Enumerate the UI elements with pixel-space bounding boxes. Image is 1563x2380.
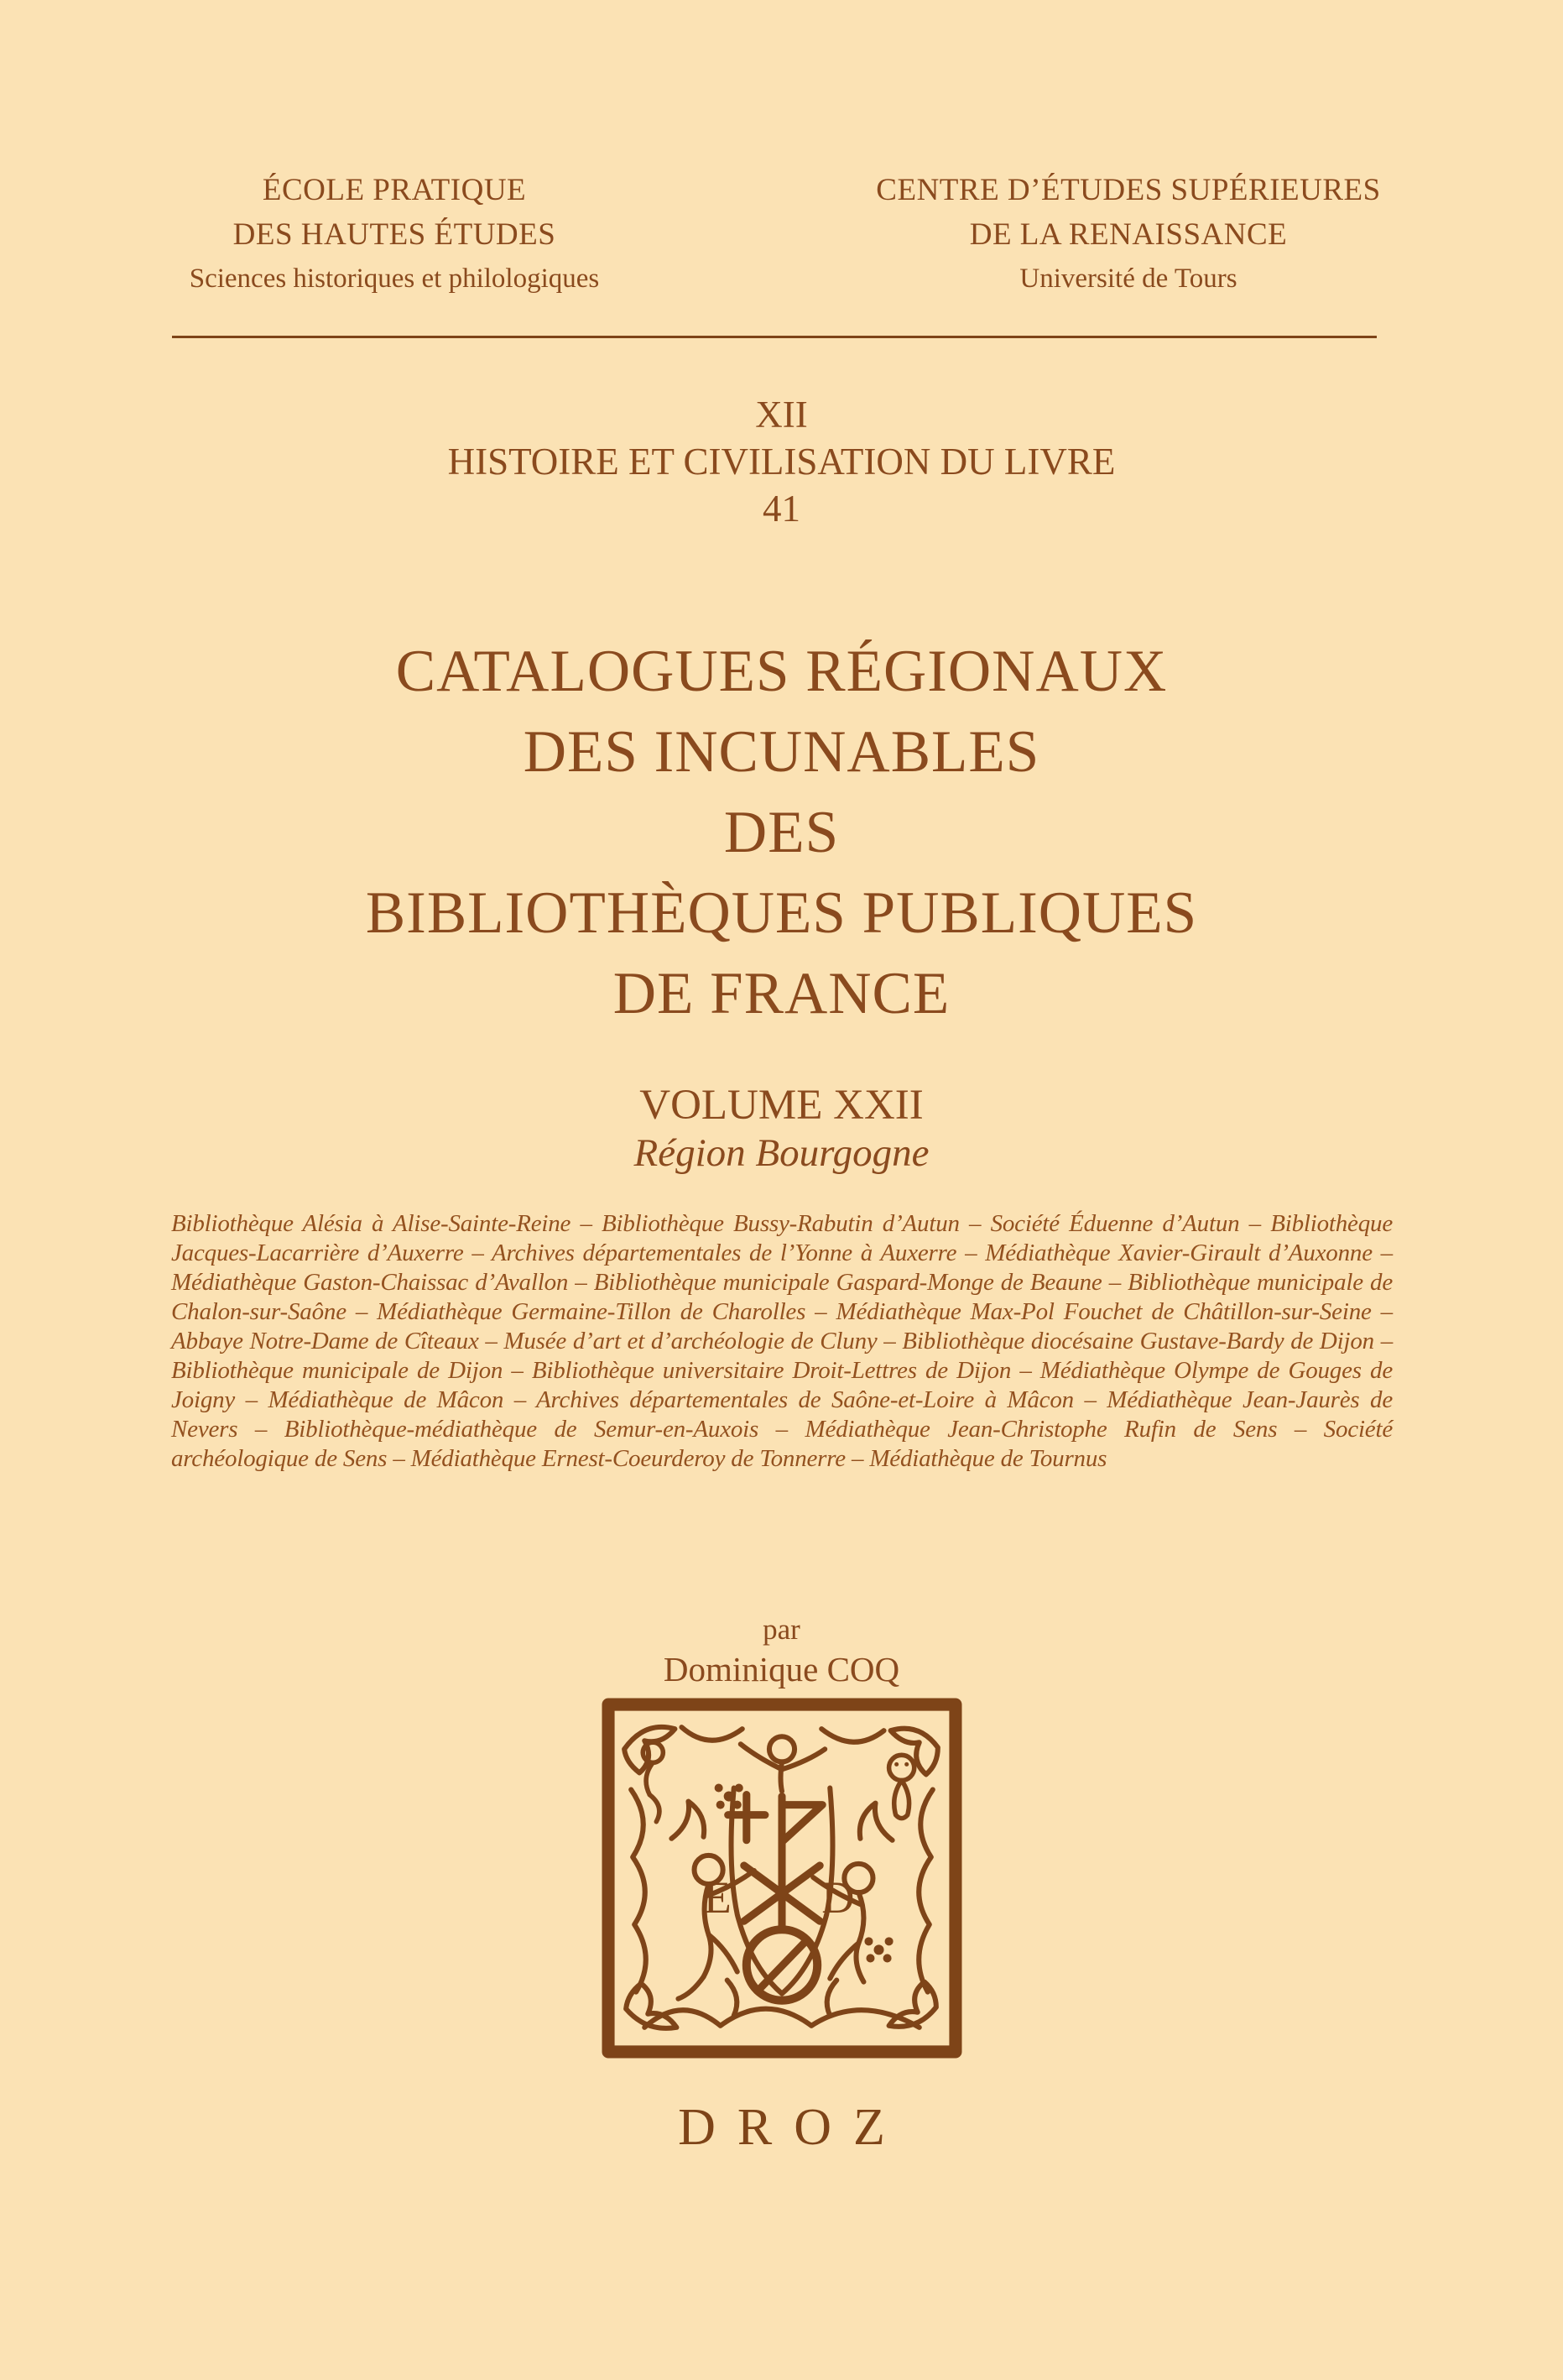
device-merchants-mark bbox=[727, 1795, 822, 2001]
book-title-line-1: CATALOGUES RÉGIONAUX bbox=[395, 639, 1168, 704]
book-title-line-4: BIBLIOTHÈQUES PUBLIQUES bbox=[365, 880, 1198, 946]
header-right-line1: CENTRE D’ÉTUDES SUPÉRIEURES bbox=[876, 173, 1381, 207]
printers-mark-container bbox=[0, 1697, 1563, 2064]
book-title bbox=[0, 631, 1563, 1034]
volume-block bbox=[0, 1081, 1563, 1177]
libraries-paragraph: Bibliothèque Alésia à Alise-Sainte-Reine – Bibliothèque Bussy-Rabutin d’Autun – Société Éduenne d’Autun – Bibliothèque Jacques-Lacarrière d’Auxerre – Archives départementales de l’Yonne à Auxerre – Médiathèque Xavier-Girault d’Auxonne – Médiathèque Gaston-Chaissac d’Avallon – Bibliothèque municipale Gaspard-Monge de Beaune – Bibliothèque municipale de Chalon-sur-Saône – Médiathèque Germaine-Tillon de Charolles – Médiathèque Max-Pol Fouchet de Châtillon-sur-Seine – Abbaye Notre-Dame de Cîteaux – Musée d’art et d’archéologie de Cluny – Bibliothèque diocésaine Gustave-Bardy de Dijon – Bibliothèque municipale de Dijon – Bibliothèque universitaire Droit-Lettres de Dijon – Médiathèque Olympe de Gouges de Joigny – Médiathèque de Mâcon – Archives départementales de Saône-et-Loire à Mâcon – Médiathèque Jean-Jaurès de Nevers – Bibliothèque-médiathèque de Semur-en-Auxois – Médiathèque Jean-Christophe Rufin de Sens – Société archéologique de Sens – Médiathèque Ernest-Coeurderoy de Tonnerre – Médiathèque de Tournus bbox=[171, 1210, 1393, 1472]
header-left-block bbox=[155, 168, 633, 300]
book-title-line-5: DE FRANCE bbox=[612, 961, 951, 1026]
monogram-letter-d: D bbox=[821, 1872, 854, 1923]
cherub-top bbox=[740, 1736, 824, 1791]
header-left-line2: DES HAUTES ÉTUDES bbox=[232, 217, 556, 252]
owl-icon bbox=[888, 1755, 914, 1818]
byline-preposition: par bbox=[763, 1613, 800, 1646]
horizontal-rule bbox=[172, 336, 1377, 338]
series-roman-numeral: XII bbox=[755, 394, 808, 436]
book-title-line-2: DES INCUNABLES bbox=[523, 719, 1040, 785]
printers-mark-device-icon bbox=[601, 1697, 963, 2059]
series-number: 41 bbox=[763, 488, 800, 530]
header-right-line3: Université de Tours bbox=[1019, 264, 1237, 294]
header-right-line2: DE LA RENAISSANCE bbox=[969, 217, 1288, 252]
publisher-name: DROZ bbox=[678, 2099, 907, 2156]
header-left-line1: ÉCOLE PRATIQUE bbox=[262, 173, 527, 207]
author-name: Dominique COQ bbox=[663, 1650, 900, 1688]
header-right-block bbox=[868, 168, 1388, 300]
monogram-letter-e: E bbox=[703, 1872, 732, 1923]
series-name: HISTOIRE ET CIVILISATION DU LIVRE bbox=[447, 441, 1116, 483]
header-left-line3: Sciences historiques et philologiques bbox=[189, 264, 600, 294]
series-block bbox=[0, 391, 1563, 532]
volume-label: VOLUME XXII bbox=[639, 1082, 924, 1129]
region-subtitle: Région Bourgogne bbox=[633, 1131, 930, 1175]
book-title-line-3: DES bbox=[723, 800, 840, 865]
byline bbox=[0, 1611, 1563, 1690]
monkey-figure bbox=[643, 1742, 663, 1821]
